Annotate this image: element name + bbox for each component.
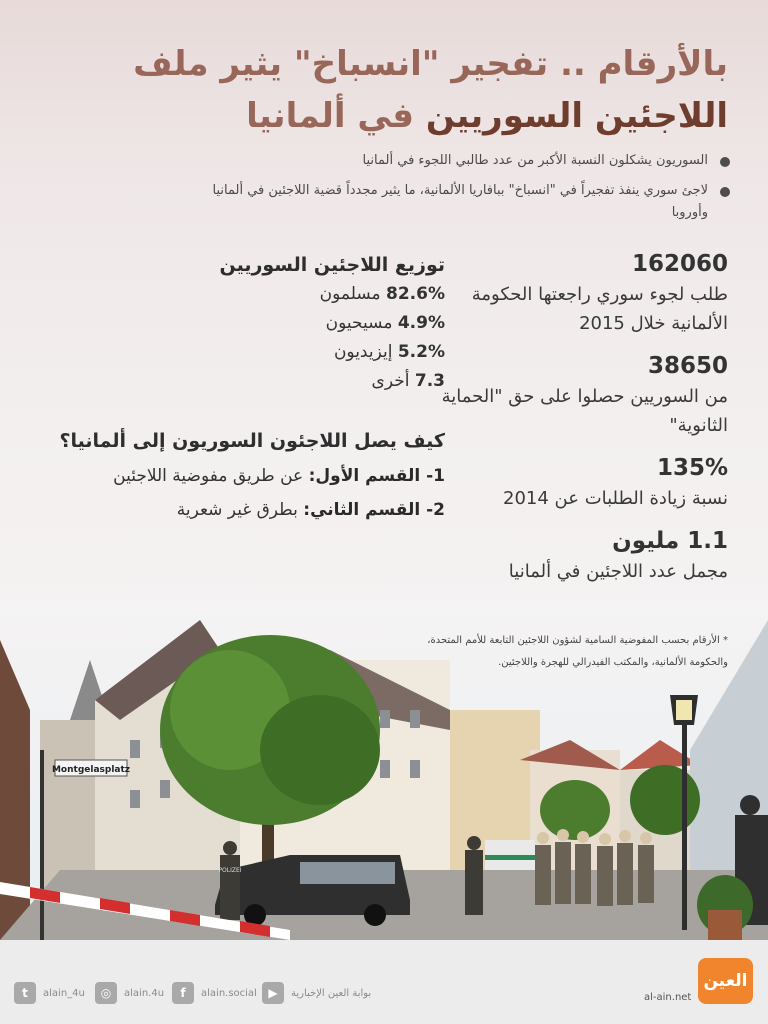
route-row [40, 493, 445, 527]
stat-number: 1.1 مليون [612, 528, 728, 554]
police-vest-text: POLIZEI [218, 867, 242, 874]
site-url[interactable]: al-ain.net [644, 992, 692, 1003]
distribution-percent: 82.6% [386, 284, 445, 304]
distribution-row [320, 338, 445, 367]
summary-bullets [210, 150, 730, 232]
distribution-section [219, 250, 445, 396]
social-label: alain_4u [43, 987, 85, 999]
title-line-1: بالأرقام .. تفجير "انسباخ" يثير ملف [133, 44, 728, 84]
bullet-item: السوريون يشكلون النسبة الأكبر من عدد طالبي اللجوء في ألمانيا [210, 150, 730, 172]
page-title [88, 38, 728, 142]
stat-number: 135% [656, 455, 728, 481]
stat-item [428, 248, 728, 338]
social-facebook[interactable] [172, 982, 257, 1004]
street-sign-text: Montgelasplatz [51, 765, 131, 775]
routes-section [40, 425, 445, 527]
route-row [40, 459, 445, 493]
facebook-icon: f [172, 982, 194, 1004]
social-label: alain.social [201, 987, 257, 999]
route-text: عن طريق مفوضية اللاجئين [113, 466, 304, 486]
route-label: 2- القسم الثاني: [303, 500, 445, 520]
source-footnote: * الأرقام بحسب المفوضية السامية لشؤون اللاجئين التابعة للأمم المتحدة، والحكومة الألمانية، والمكتب الفيدرالي للهجرة واللاجئين. [427, 635, 728, 668]
social-label: alain.4u [124, 987, 165, 999]
distribution-row [320, 309, 445, 338]
stat-description: طلب لجوء سوري راجعتها الحكومة الألمانية خلال 2015 [471, 284, 728, 334]
title-line-2-main: اللاجئين السوريين [425, 96, 728, 136]
social-youtube[interactable] [262, 982, 371, 1004]
stat-description: نسبة زيادة الطلبات عن 2014 [503, 488, 728, 509]
distribution-label: إيزيديون [333, 342, 393, 362]
distribution-title: توزيع اللاجئين السوريين [219, 254, 445, 276]
distribution-label: مسيحيون [325, 313, 393, 333]
stat-item [428, 452, 728, 513]
distribution-row [320, 367, 445, 396]
bullet-item: لاجئ سوري ينفذ تفجيراً في "انسباخ" ببافاريا الألمانية، ما يثير مجدداً قضية اللاجئين في ألمانيا وأوروبا [210, 180, 730, 224]
stat-number: 38650 [647, 353, 728, 379]
title-line-2-accent: في ألمانيا [246, 96, 415, 136]
instagram-icon: ◎ [95, 982, 117, 1004]
stat-item [428, 525, 728, 586]
distribution-row [320, 280, 445, 309]
stat-item [428, 350, 728, 440]
stat-number: 162060 [631, 251, 728, 277]
al-ain-logo: العين [698, 958, 753, 1004]
distribution-percent: 4.9% [397, 313, 445, 333]
social-twitter[interactable] [14, 982, 85, 1004]
routes-title: كيف يصل اللاجئون السوريون إلى ألمانيا؟ [59, 430, 445, 452]
title-line-2 [88, 90, 728, 142]
stat-description: مجمل عدد اللاجئين في ألمانيا [508, 561, 728, 582]
stats-column [428, 248, 728, 598]
distribution-percent: 7.3 [414, 371, 445, 391]
route-label: 1- القسم الأول: [308, 466, 445, 486]
stat-description: من السوريين حصلوا على حق "الحماية الثانوية" [441, 386, 728, 436]
distribution-label: أخرى [371, 371, 410, 391]
youtube-icon: ▶ [262, 982, 284, 1004]
social-instagram[interactable] [95, 982, 164, 1004]
twitter-icon: t [14, 982, 36, 1004]
route-text: بطرق غير شعرية [176, 500, 298, 520]
social-label: بوابة العين الإخبارية [291, 987, 372, 999]
distribution-percent: 5.2% [397, 342, 445, 362]
distribution-label: مسلمون [319, 284, 381, 304]
